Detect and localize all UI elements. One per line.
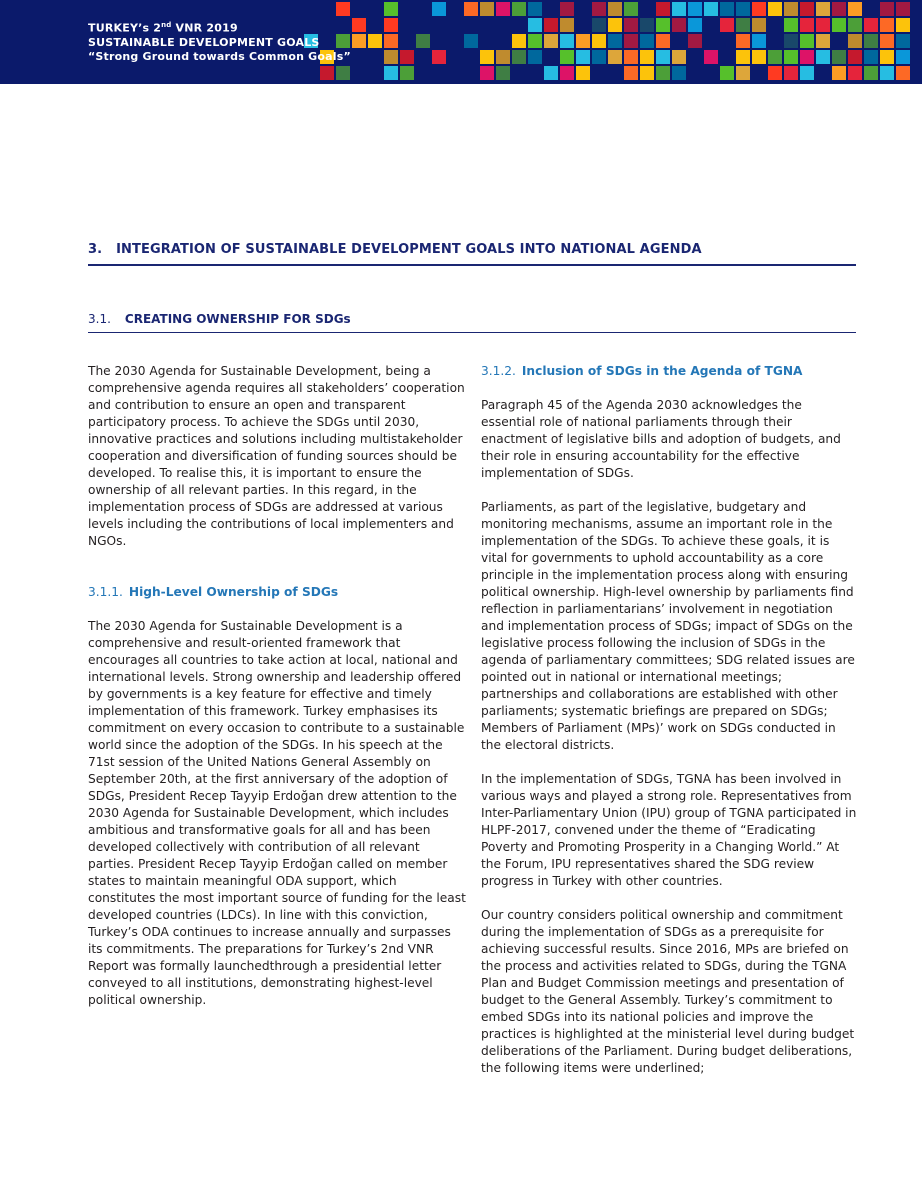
mosaic-tile	[592, 34, 606, 48]
mosaic-tile	[480, 2, 494, 16]
mosaic-tile	[608, 18, 622, 32]
subsection-heading-rule	[88, 332, 856, 333]
mosaic-tile	[848, 2, 862, 16]
mosaic-tile	[384, 34, 398, 48]
mosaic-tile	[384, 50, 398, 64]
mosaic-tile	[880, 18, 894, 32]
high-level-ownership-paragraph: The 2030 Agenda for Sustainable Development is a comprehensive and result-oriented framework that encourages all countries to take action at local, national and international levels. Strong ownership and leadership offered by governments is a key feature for effective and timely implementation of this framework. Turkey emphasises its commitment on every occasion to contribute to a sustainable world since the adoption of the SDGs. In his speech at the 71st session of the United Nations General Assembly on September 20th, at the first anniversary of the adoption of SDGs, President Recep Tayyip Erdoğan drew attention to the 2030 Agenda for Sustainable Development, which includes ambitious and transformative goals for all and has been developed collectively with contribution of all relevant parties. President Recep Tayyip Erdoğan called on member states to maintain meaningful ODA support, which constitutes the most important source of funding for the least developed countries (LDCs). In line with this conviction, Turkey’s ODA continues to increase annually and surpasses its commitments. The preparations for Turkey’s 2nd VNR Report was formally launchedthrough a presidential letter conveyed to all institutions, demonstrating highest-level political ownership.	[88, 619, 466, 1007]
mosaic-tile	[704, 50, 718, 64]
mosaic-tile	[464, 2, 478, 16]
mosaic-tile	[736, 66, 750, 80]
mosaic-tile	[816, 50, 830, 64]
mosaic-tile	[432, 2, 446, 16]
mosaic-tile	[784, 50, 798, 64]
mosaic-tile	[672, 2, 686, 16]
mosaic-tile	[560, 34, 574, 48]
mosaic-tile	[640, 34, 654, 48]
mosaic-tile	[672, 66, 686, 80]
mosaic-tile	[624, 2, 638, 16]
mosaic-tile	[576, 34, 590, 48]
mosaic-tile	[656, 66, 670, 80]
mosaic-tile	[528, 2, 542, 16]
mosaic-tile	[768, 66, 782, 80]
mosaic-tile	[848, 34, 862, 48]
heading-3-1-2-number: 3.1.2.	[481, 364, 516, 378]
mosaic-tile	[720, 18, 734, 32]
mosaic-tile	[848, 50, 862, 64]
mosaic-tile	[800, 34, 814, 48]
mosaic-tile	[352, 34, 366, 48]
mosaic-tile	[512, 50, 526, 64]
mosaic-tile	[688, 34, 702, 48]
mosaic-tile	[592, 2, 606, 16]
mosaic-tile	[624, 50, 638, 64]
mosaic-tile	[896, 50, 910, 64]
mosaic-tile	[400, 66, 414, 80]
mosaic-tile	[576, 66, 590, 80]
header-text-block	[88, 18, 351, 64]
mosaic-tile	[384, 2, 398, 16]
subsection-heading	[88, 312, 856, 326]
section-number: 3.	[88, 242, 103, 257]
mosaic-tile	[656, 34, 670, 48]
mosaic-tile	[688, 2, 702, 16]
mosaic-tile	[752, 50, 766, 64]
mosaic-tile	[672, 50, 686, 64]
mosaic-tile	[896, 2, 910, 16]
mosaic-tile	[752, 2, 766, 16]
mosaic-tile	[560, 50, 574, 64]
mosaic-tile	[784, 66, 798, 80]
section-title: INTEGRATION OF SUSTAINABLE DEVELOPMENT GOALS INTO NATIONAL AGENDA	[116, 242, 702, 257]
mosaic-tile	[800, 66, 814, 80]
right-column	[481, 363, 859, 1094]
mosaic-tile	[352, 18, 366, 32]
parliaments-paragraph: Parliaments, as part of the legislative, budgetary and monitoring mechanisms, assume an important role in the implementation of the SDGs. To achieve these goals, it is vital for governments to uphold accountability as a core principle in the implementation process along with ensuring political ownership. High-level ownership by parliaments find reflection in parliamentarians’ involvement in negotiation and implementation process of SDGs; impact of SDGs on the legislative process following the inclusion of SDGs in the agenda of parliamentary committees; SDG related issues are pointed out in national or international meetings; partnerships and collaborations are established with other parliaments; systematic briefings are prepared on SDGs; Members of Parliament (MPs)’ work on SDGs conducted in the electoral districts.	[481, 500, 855, 752]
mosaic-tile	[816, 2, 830, 16]
mosaic-tile	[480, 50, 494, 64]
mosaic-tile	[496, 50, 510, 64]
page-header-banner	[0, 0, 922, 84]
mosaic-tile	[528, 50, 542, 64]
mosaic-tile	[768, 50, 782, 64]
mosaic-tile	[880, 34, 894, 48]
section-heading-rule	[88, 264, 856, 266]
mosaic-tile	[864, 66, 878, 80]
mosaic-tile	[544, 66, 558, 80]
mosaic-tile	[560, 66, 574, 80]
heading-3-1-2	[481, 363, 859, 380]
mosaic-tile	[336, 66, 350, 80]
header-line-2: SUSTAINABLE DEVELOPMENT GOALS	[88, 35, 320, 49]
mosaic-tile	[832, 50, 846, 64]
mosaic-tile	[832, 18, 846, 32]
mosaic-tile	[384, 66, 398, 80]
mosaic-tile	[800, 50, 814, 64]
mosaic-tile	[720, 2, 734, 16]
mosaic-tile	[512, 34, 526, 48]
mosaic-tile	[896, 66, 910, 80]
mosaic-tile	[864, 34, 878, 48]
mosaic-tile	[608, 2, 622, 16]
mosaic-tile	[832, 2, 846, 16]
mosaic-tile	[592, 18, 606, 32]
mosaic-tile	[624, 18, 638, 32]
mosaic-tile	[880, 66, 894, 80]
mosaic-tile	[560, 18, 574, 32]
left-column	[88, 363, 466, 1026]
mosaic-tile	[640, 50, 654, 64]
mosaic-tile	[752, 34, 766, 48]
mosaic-tile	[624, 66, 638, 80]
mosaic-tile	[816, 34, 830, 48]
mosaic-tile	[848, 66, 862, 80]
header-line-3: “Strong Ground towards Common Goals”	[88, 49, 351, 63]
mosaic-tile	[416, 34, 430, 48]
mosaic-tile	[496, 66, 510, 80]
heading-3-1-2-title: Inclusion of SDGs in the Agenda of TGNA	[521, 364, 803, 378]
mosaic-tile	[800, 2, 814, 16]
mosaic-tile	[896, 34, 910, 48]
mosaic-tile	[400, 50, 414, 64]
mosaic-tile	[704, 2, 718, 16]
header-line-1: TURKEY’s 2nd VNR 2019	[88, 21, 238, 35]
mosaic-tile	[752, 18, 766, 32]
mosaic-tile	[480, 66, 494, 80]
mosaic-tile	[560, 2, 574, 16]
mosaic-tile	[544, 18, 558, 32]
mosaic-tile	[432, 50, 446, 64]
mosaic-tile	[896, 18, 910, 32]
mosaic-tile	[768, 2, 782, 16]
mosaic-tile	[672, 18, 686, 32]
mosaic-tile	[608, 50, 622, 64]
mosaic-tile	[848, 18, 862, 32]
mosaic-tile	[544, 34, 558, 48]
mosaic-tile	[528, 18, 542, 32]
mosaic-tile	[656, 2, 670, 16]
mosaic-tile	[368, 34, 382, 48]
mosaic-tile	[624, 34, 638, 48]
mosaic-tile	[736, 50, 750, 64]
mosaic-tile	[784, 18, 798, 32]
mosaic-tile	[592, 50, 606, 64]
mosaic-tile	[880, 50, 894, 64]
heading-3-1-1-number: 3.1.1.	[88, 585, 123, 599]
mosaic-tile	[880, 2, 894, 16]
mosaic-tile	[736, 18, 750, 32]
subsection-number: 3.1.	[88, 312, 111, 326]
mosaic-tile	[384, 18, 398, 32]
mosaic-tile	[720, 66, 734, 80]
mosaic-tile	[656, 18, 670, 32]
mosaic-tile	[528, 34, 542, 48]
mosaic-tile	[832, 66, 846, 80]
mosaic-tile	[736, 2, 750, 16]
mosaic-tile	[640, 18, 654, 32]
mosaic-tile	[496, 2, 510, 16]
intro-paragraph: The 2030 Agenda for Sustainable Development, being a comprehensive agenda requires all stakeholders’ cooperation and contribution to ensure an open and transparent participatory process. To achieve the SDGs until 2030, innovative practices and solutions including multistakeholder cooperation and diversification of funding sources should be developed. To realise this, it is important to ensure the ownership of all relevant parties. In this regard, in the implementation process of SDGs are addressed at various levels including the contributions of local implementers and NGOs.	[88, 364, 465, 548]
mosaic-tile	[864, 50, 878, 64]
subsection-title: CREATING OWNERSHIP FOR SDGs	[124, 312, 351, 326]
paragraph-45-text: Paragraph 45 of the Agenda 2030 acknowledges the essential role of national parliaments through their enactment of legislative bills and adoption of budgets, and their role in ensuring accountability for the effective implementation of SDGs.	[481, 398, 841, 480]
mosaic-tile	[640, 66, 654, 80]
mosaic-tile	[656, 50, 670, 64]
mosaic-tile	[688, 18, 702, 32]
mosaic-tile	[816, 18, 830, 32]
mosaic-tile	[736, 34, 750, 48]
heading-3-1-1	[88, 584, 466, 601]
heading-3-1-1-title: High-Level Ownership of SDGs	[128, 585, 339, 599]
mosaic-tile	[784, 2, 798, 16]
mosaic-tile	[336, 2, 350, 16]
section-heading	[88, 242, 856, 257]
spacer	[88, 567, 466, 584]
mosaic-tile	[800, 18, 814, 32]
mosaic-tile	[320, 66, 334, 80]
political-ownership-paragraph: Our country considers political ownership and commitment during the implementation of SDGs as a prerequisite for achieving successful results. Since 2016, MPs are briefed on the process and activities related to SDGs, during the TGNA Plan and Budget Commission meetings and presentation of budget to the General Assembly. Turkey’s commitment to embed SDGs into its national policies and improve the practices is highlighted at the ministerial level during budget deliberations of the Parliament. During budget deliberations, the following items were underlined;	[481, 908, 855, 1075]
mosaic-tile	[608, 34, 622, 48]
tgna-implementation-paragraph: In the implementation of SDGs, TGNA has been involved in various ways and played a strong role. Representatives from Inter-Parliamentary Union (IPU) group of TGNA participated in HLPF-2017, convened under the theme of “Eradicating Poverty and Promoting Prosperity in a Changing World.” At the Forum, IPU representatives shared the SDG review progress in Turkey with other countries.	[481, 772, 857, 888]
mosaic-tile	[576, 50, 590, 64]
mosaic-tile	[464, 34, 478, 48]
mosaic-tile	[864, 18, 878, 32]
mosaic-tile	[784, 34, 798, 48]
mosaic-tile	[512, 2, 526, 16]
